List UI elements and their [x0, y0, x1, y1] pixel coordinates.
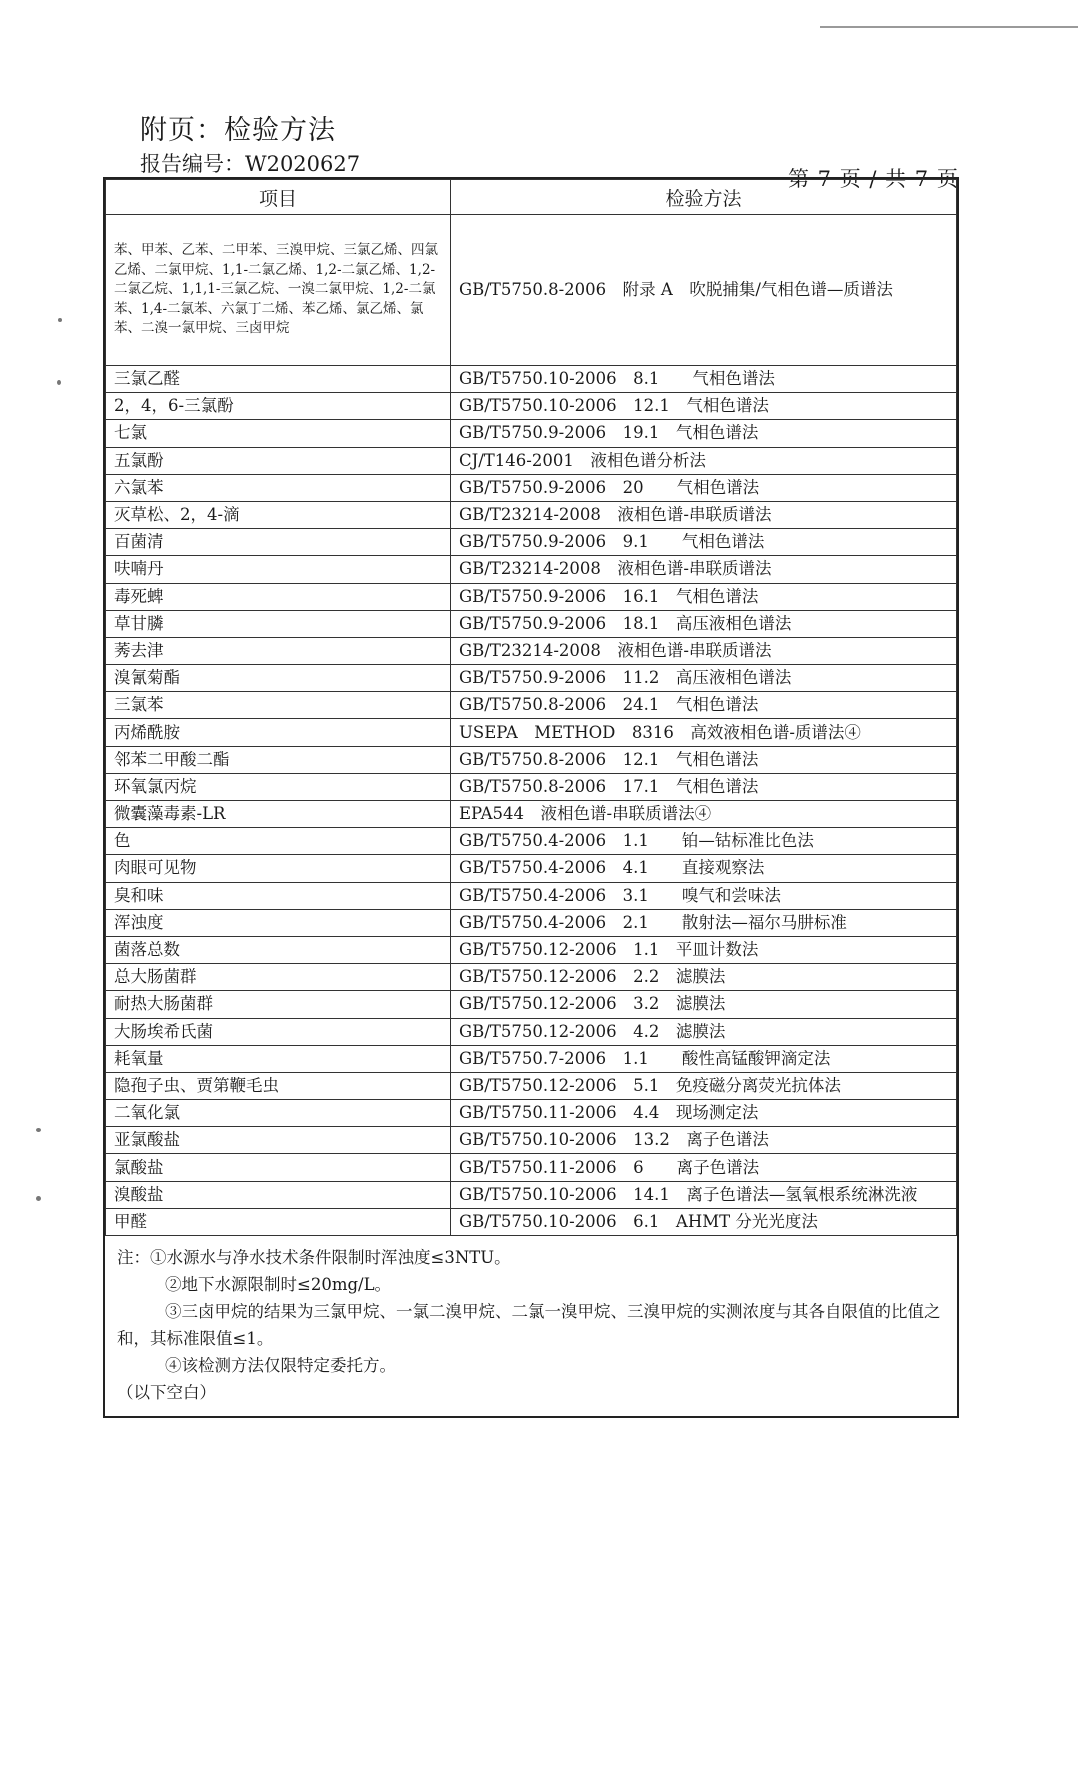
- item-cell: 毒死蜱: [106, 583, 451, 610]
- method-cell: GB/T5750.4-2006 1.1 铂—钴标准比色法: [451, 828, 957, 855]
- method-cell: EPA544 液相色谱-串联质谱法④: [451, 801, 957, 828]
- table-row: [106, 665, 957, 692]
- item-cell: 耗氧量: [106, 1045, 451, 1072]
- method-cell: GB/T5750.12-2006 2.2 滤膜法: [451, 964, 957, 991]
- table-row: [106, 366, 957, 393]
- method-cell: GB/T5750.10-2006 6.1 AHMT 分光光度法: [451, 1208, 957, 1235]
- scan-mark: [36, 1128, 41, 1132]
- table-row: [106, 501, 957, 528]
- method-cell: GB/T5750.12-2006 3.2 滤膜法: [451, 991, 957, 1018]
- table-row: [106, 855, 957, 882]
- item-cell: 丙烯酰胺: [106, 719, 451, 746]
- item-cell: 氯酸盐: [106, 1154, 451, 1181]
- method-cell: GB/T5750.12-2006 4.2 滤膜法: [451, 1018, 957, 1045]
- note-2: ②地下水源限制时≤20mg/L。: [165, 1275, 392, 1294]
- item-cell: 浑浊度: [106, 909, 451, 936]
- method-cell: GB/T5750.11-2006 4.4 现场测定法: [451, 1100, 957, 1127]
- scan-mark: [36, 1196, 41, 1201]
- table-row: [106, 1045, 957, 1072]
- method-cell: GB/T5750.9-2006 9.1 气相色谱法: [451, 529, 957, 556]
- note-4: ④该检测方法仅限特定委托方。: [165, 1356, 396, 1375]
- method-sheet: [103, 177, 959, 1418]
- table-row: [106, 447, 957, 474]
- item-cell: 溴氰菊酯: [106, 665, 451, 692]
- table-row: [106, 215, 957, 366]
- method-cell: GB/T23214-2008 液相色谱-串联质谱法: [451, 501, 957, 528]
- method-cell: GB/T5750.7-2006 1.1 酸性高锰酸钾滴定法: [451, 1045, 957, 1072]
- table-row: [106, 773, 957, 800]
- table-row: [106, 964, 957, 991]
- table-row: [106, 393, 957, 420]
- scan-edge-line: [820, 26, 1078, 28]
- method-cell: GB/T5750.9-2006 20 气相色谱法: [451, 474, 957, 501]
- method-cell: GB/T5750.10-2006 13.2 离子色谱法: [451, 1127, 957, 1154]
- method-cell: GB/T5750.10-2006 14.1 离子色谱法—氢氧根系统淋洗液: [451, 1181, 957, 1208]
- table-row: [106, 1100, 957, 1127]
- table-row: [106, 719, 957, 746]
- table-row: [106, 529, 957, 556]
- item-cell: 呋喃丹: [106, 556, 451, 583]
- item-cell: 邻苯二甲酸二酯: [106, 746, 451, 773]
- item-cell: 三氯乙醛: [106, 366, 451, 393]
- table-row: [106, 828, 957, 855]
- table-row: [106, 637, 957, 664]
- method-table: [105, 179, 957, 1236]
- method-cell: GB/T5750.12-2006 1.1 平皿计数法: [451, 936, 957, 963]
- item-cell: 二氧化氯: [106, 1100, 451, 1127]
- scan-mark: [57, 380, 61, 385]
- method-cell: GB/T5750.8-2006 12.1 气相色谱法: [451, 746, 957, 773]
- method-cell: GB/T5750.9-2006 19.1 气相色谱法: [451, 420, 957, 447]
- item-cell: 灭草松、2，4-滴: [106, 501, 451, 528]
- method-cell: GB/T23214-2008 液相色谱-串联质谱法: [451, 556, 957, 583]
- method-cell: GB/T23214-2008 液相色谱-串联质谱法: [451, 637, 957, 664]
- table-row: [106, 882, 957, 909]
- report-number: 报告编号：W2020627: [140, 152, 361, 176]
- item-cell: 耐热大肠菌群: [106, 991, 451, 1018]
- item-cell: 草甘膦: [106, 610, 451, 637]
- table-row: [106, 1208, 957, 1235]
- table-row: [106, 610, 957, 637]
- table-row: [106, 692, 957, 719]
- item-cell: 总大肠菌群: [106, 964, 451, 991]
- table-row: [106, 936, 957, 963]
- method-cell: GB/T5750.8-2006 24.1 气相色谱法: [451, 692, 957, 719]
- method-cell: GB/T5750.9-2006 16.1 气相色谱法: [451, 583, 957, 610]
- table-header-row: [106, 180, 957, 215]
- method-cell: GB/T5750.9-2006 18.1 高压液相色谱法: [451, 610, 957, 637]
- method-cell: CJ/T146-2001 液相色谱分析法: [451, 447, 957, 474]
- table-row: [106, 1154, 957, 1181]
- method-cell: GB/T5750.9-2006 11.2 高压液相色谱法: [451, 665, 957, 692]
- item-cell: 菌落总数: [106, 936, 451, 963]
- table-row: [106, 420, 957, 447]
- method-cell: GB/T5750.4-2006 4.1 直接观察法: [451, 855, 957, 882]
- item-cell: 七氯: [106, 420, 451, 447]
- item-cell: 大肠埃希氏菌: [106, 1018, 451, 1045]
- table-row: [106, 746, 957, 773]
- item-cell: 五氯酚: [106, 447, 451, 474]
- method-cell: USEPA METHOD 8316 高效液相色谱-质谱法④: [451, 719, 957, 746]
- note-blank-marker: （以下空白）: [117, 1383, 216, 1402]
- page-title: 附页：检验方法: [140, 115, 336, 146]
- method-cell: GB/T5750.4-2006 2.1 散射法—福尔马肼标准: [451, 909, 957, 936]
- table-row: [106, 801, 957, 828]
- method-cell: GB/T5750.12-2006 5.1 免疫磁分离荧光抗体法: [451, 1072, 957, 1099]
- scan-mark: [58, 318, 62, 322]
- item-cell: 肉眼可见物: [106, 855, 451, 882]
- notes-section: [105, 1236, 957, 1416]
- item-cell: 百菌清: [106, 529, 451, 556]
- table-row: [106, 991, 957, 1018]
- table-row: [106, 583, 957, 610]
- table-row: [106, 1127, 957, 1154]
- column-header-item: 项目: [106, 180, 451, 215]
- table-row: [106, 1072, 957, 1099]
- item-cell: 隐孢子虫、贾第鞭毛虫: [106, 1072, 451, 1099]
- table-row: [106, 1181, 957, 1208]
- table-row: [106, 909, 957, 936]
- table-row: [106, 474, 957, 501]
- method-cell: GB/T5750.11-2006 6 离子色谱法: [451, 1154, 957, 1181]
- item-cell: 微囊藻毒素-LR: [106, 801, 451, 828]
- item-cell: 2，4，6-三氯酚: [106, 393, 451, 420]
- page-number: 第 7 页 / 共 7 页: [788, 167, 959, 191]
- item-cell: 苯、甲苯、乙苯、二甲苯、三溴甲烷、三氯乙烯、四氯乙烯、二氯甲烷、1,1-二氯乙烯、1,2-二氯乙烯、1,2-二氯乙烷、1,1,1-三氯乙烷、一溴二氯甲烷、1,2-二氯苯、1,4-二氯苯、六氯丁二烯、苯乙烯、氯乙烯、氯苯、二溴一氯甲烷、三卤甲烷: [106, 215, 451, 366]
- item-cell: 莠去津: [106, 637, 451, 664]
- item-cell: 臭和味: [106, 882, 451, 909]
- method-cell: GB/T5750.10-2006 8.1 气相色谱法: [451, 366, 957, 393]
- item-cell: 亚氯酸盐: [106, 1127, 451, 1154]
- method-cell: GB/T5750.4-2006 3.1 嗅气和尝味法: [451, 882, 957, 909]
- item-cell: 环氧氯丙烷: [106, 773, 451, 800]
- table-row: [106, 556, 957, 583]
- item-cell: 甲醛: [106, 1208, 451, 1235]
- note-3: ③三卤甲烷的结果为三氯甲烷、一氯二溴甲烷、二氯一溴甲烷、三溴甲烷的实测浓度与其各自限值的比值之和，其标准限值≤1。: [117, 1302, 941, 1348]
- note-1: 注：①水源水与净水技术条件限制时浑浊度≤3NTU。: [117, 1248, 511, 1267]
- method-cell: GB/T5750.10-2006 12.1 气相色谱法: [451, 393, 957, 420]
- column-header-method: 检验方法: [451, 180, 957, 215]
- table-row: [106, 1018, 957, 1045]
- item-cell: 色: [106, 828, 451, 855]
- item-cell: 六氯苯: [106, 474, 451, 501]
- item-cell: 三氯苯: [106, 692, 451, 719]
- method-cell: GB/T5750.8-2006 17.1 气相色谱法: [451, 773, 957, 800]
- item-cell: 溴酸盐: [106, 1181, 451, 1208]
- method-cell: GB/T5750.8-2006 附录 A 吹脱捕集/气相色谱—质谱法: [451, 215, 957, 366]
